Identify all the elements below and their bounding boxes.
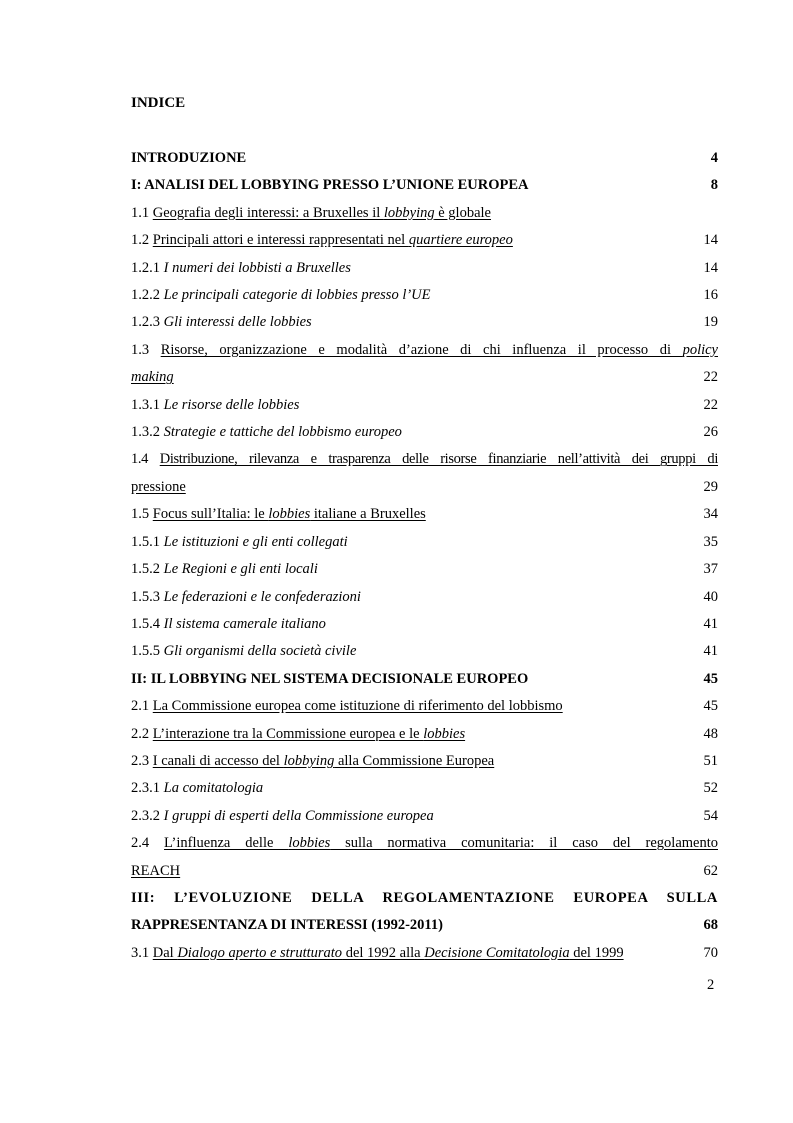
toc-page: 19: [703, 314, 718, 331]
toc-page: 70: [703, 944, 718, 961]
toc-entry-1-5-4[interactable]: [131, 611, 718, 638]
toc-title: Il sistema camerale italiano: [163, 615, 326, 632]
toc-page: 48: [703, 725, 718, 742]
toc-entry-1-1[interactable]: [131, 200, 718, 227]
toc-entry-2-3[interactable]: [131, 748, 718, 775]
toc-number: 2.4: [131, 835, 150, 852]
toc-page: 62: [703, 862, 718, 879]
toc-page: 54: [703, 807, 718, 824]
page-number: 2: [707, 977, 715, 993]
toc-number: 2.3.2: [131, 807, 160, 824]
toc-title: Le risorse delle lobbies: [163, 396, 300, 413]
toc-link[interactable]: L’influenza delle lobbies sulla normativa comunitaria: il caso del regolamento: [164, 835, 718, 852]
toc-entry-2-3-1[interactable]: [131, 775, 718, 802]
toc-title: I: ANALISI DEL LOBBYING PRESSO L’UNIONE EUROPEA: [131, 177, 529, 194]
toc-link[interactable]: Dal Dialogo aperto e strutturato del 1992 alla Decisione Comitatologia del 1999: [152, 944, 624, 961]
toc-number: 1.4: [131, 451, 149, 468]
toc-page: 41: [703, 615, 718, 632]
toc-title-continued: RAPPRESENTANZA DI INTERESSI (1992-2011): [131, 917, 443, 934]
toc-number: 1.2.2: [131, 287, 160, 304]
toc-number: 2.3: [131, 752, 150, 769]
toc-entry-1-2-1[interactable]: [131, 255, 718, 282]
toc-entry-1-4[interactable]: [131, 446, 718, 501]
toc-number: 1.2.1: [131, 259, 160, 276]
toc-link-continued[interactable]: making: [131, 369, 174, 386]
toc-entry-2-2[interactable]: [131, 721, 718, 748]
toc-page: 68: [703, 917, 718, 934]
toc-title: Strategie e tattiche del lobbismo europeo: [163, 424, 402, 441]
toc-title: Le Regioni e gli enti locali: [163, 561, 318, 578]
toc-page: 22: [703, 396, 718, 413]
toc-number: 1.5.2: [131, 561, 160, 578]
toc-number: 2.1: [131, 698, 150, 715]
toc-link[interactable]: Focus sull’Italia: le lobbies italiane a Bruxelles: [152, 506, 426, 523]
toc-entry-introduzione[interactable]: [131, 145, 718, 172]
toc-link[interactable]: I canali di accesso del lobbying alla Commissione Europea: [152, 752, 495, 769]
toc-entry-1-2[interactable]: [131, 227, 718, 254]
toc-number: 1.5.5: [131, 643, 160, 660]
toc-number: 1.1: [131, 204, 150, 221]
toc-entry-3-1[interactable]: [131, 940, 718, 967]
toc-page: 45: [703, 698, 718, 715]
toc-page: 16: [703, 287, 718, 304]
toc-link-continued[interactable]: REACH: [131, 862, 181, 879]
toc-page: 14: [703, 259, 718, 276]
toc-entry-1-5-3[interactable]: [131, 584, 718, 611]
toc-page: 8: [710, 177, 718, 194]
toc-page: 14: [703, 232, 718, 249]
toc-page: 29: [703, 478, 718, 495]
toc-number: 1.2: [131, 232, 150, 249]
toc-entry-chapter-2[interactable]: [131, 666, 718, 693]
toc-number: 1.5.1: [131, 533, 160, 550]
toc-entry-1-2-2[interactable]: [131, 282, 718, 309]
index-heading: INDICE: [131, 95, 186, 111]
toc-title: La comitatologia: [163, 780, 264, 797]
toc-page: 52: [703, 780, 718, 797]
toc-page: 40: [703, 588, 718, 605]
toc-link-continued[interactable]: pressione: [131, 478, 186, 495]
toc-link[interactable]: La Commissione europea come istituzione di riferimento del lobbismo: [152, 698, 563, 715]
toc-page: 4: [710, 150, 718, 166]
toc-title: Gli interessi delle lobbies: [163, 314, 312, 331]
toc-number: 1.3: [131, 341, 150, 358]
toc-page: 26: [703, 424, 718, 441]
toc-entry-2-1[interactable]: [131, 693, 718, 720]
toc-title: Le principali categorie di lobbies presso l’UE: [163, 287, 431, 304]
toc-title: Le federazioni e le confederazioni: [163, 588, 361, 605]
toc-title: INTRODUZIONE: [131, 150, 247, 166]
toc-title: III: L’EVOLUZIONE DELLA REGOLAMENTAZIONE EUROPEA SULLA: [131, 889, 718, 906]
toc-page: 41: [703, 643, 718, 660]
toc-entry-1-5-1[interactable]: [131, 529, 718, 556]
table-of-contents: [131, 145, 718, 967]
toc-entry-chapter-1[interactable]: [131, 172, 718, 199]
toc-entry-1-3[interactable]: [131, 337, 718, 392]
toc-link[interactable]: Principali attori e interessi rappresentati nel quartiere europeo: [152, 232, 513, 249]
toc-page: 51: [703, 752, 718, 769]
toc-entry-1-5-5[interactable]: [131, 638, 718, 665]
toc-number: 3.1: [131, 944, 150, 961]
toc-number: 1.3.1: [131, 396, 160, 413]
toc-number: 1.3.2: [131, 424, 160, 441]
toc-page: 22: [703, 369, 718, 386]
toc-link[interactable]: L’interazione tra la Commissione europea e le lobbies: [152, 725, 466, 742]
toc-entry-1-2-3[interactable]: [131, 309, 718, 336]
toc-entry-1-3-2[interactable]: [131, 419, 718, 446]
toc-link[interactable]: Risorse, organizzazione e modalità d’azione di chi influenza il processo di policy: [160, 341, 718, 358]
toc-number: 2.3.1: [131, 780, 160, 797]
toc-page: 35: [703, 533, 718, 550]
toc-number: 1.2.3: [131, 314, 160, 331]
toc-entry-1-5[interactable]: [131, 501, 718, 528]
toc-number: 1.5.4: [131, 615, 160, 632]
toc-link[interactable]: Geografia degli interessi: a Bruxelles il lobbying è globale: [152, 204, 491, 221]
toc-title: I gruppi di esperti della Commissione europea: [163, 807, 434, 824]
toc-page: 34: [703, 506, 718, 523]
toc-entry-1-5-2[interactable]: [131, 556, 718, 583]
toc-title: Le istituzioni e gli enti collegati: [163, 533, 348, 550]
toc-number: 2.2: [131, 725, 150, 742]
toc-title: Gli organismi della società civile: [163, 643, 357, 660]
toc-number: 1.5: [131, 506, 150, 523]
toc-page: 45: [703, 670, 718, 687]
toc-title: I numeri dei lobbisti a Bruxelles: [163, 259, 351, 276]
toc-number: 1.5.3: [131, 588, 160, 605]
toc-page: 37: [703, 561, 718, 578]
toc-entry-chapter-3[interactable]: [131, 885, 718, 940]
toc-entry-1-3-1[interactable]: [131, 392, 718, 419]
toc-title: II: IL LOBBYING NEL SISTEMA DECISIONALE EUROPEO: [131, 670, 529, 687]
toc-link[interactable]: Distribuzione, rilevanza e trasparenza delle risorse finanziarie nell’attività dei gruppi di: [159, 451, 718, 468]
toc-entry-2-4[interactable]: [131, 830, 718, 885]
toc-entry-2-3-2[interactable]: [131, 803, 718, 830]
